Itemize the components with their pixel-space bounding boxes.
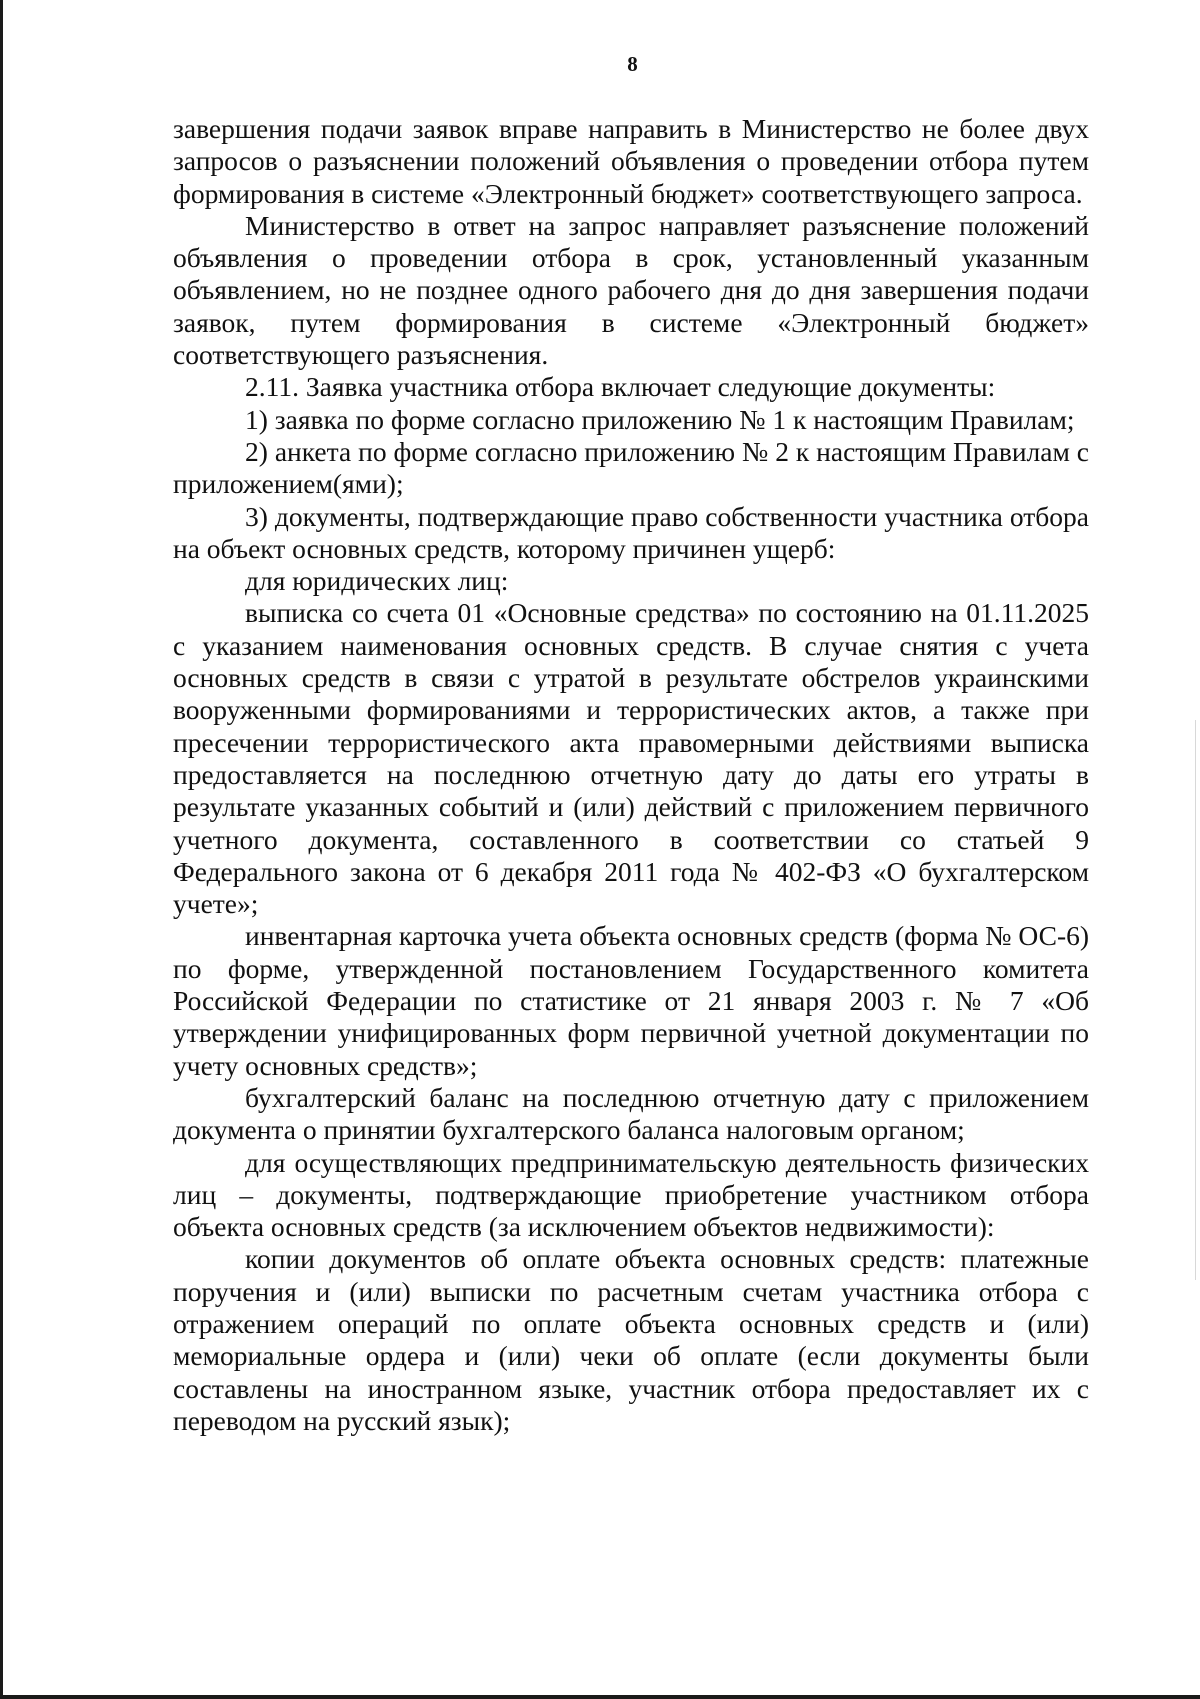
paragraph-account-statement: выписка со счета 01 «Основные средства» по состоянию на 01.11.2025 с указанием наименования основных средств. В случае снятия с учета основных средств в связи с утратой в результате обстрелов украинскими вооруженными формированиями и террористических актов, а также при пресечении террористического акта правомерными действиями выписка предоставляется на последнюю отчетную дату до даты его утраты в результате указанных событий и (или) действий с приложением первичного учетного документа, составленного в соответствии со статьей 9 Федерального закона от 6 декабря 2011 года № 402-ФЗ «О бухгалтерском учете»; [173, 597, 1089, 920]
list-item-1: 1) заявка по форме согласно приложению № 1 к настоящим Правилам; [245, 403, 1075, 435]
scan-left-edge [0, 0, 3, 1699]
paragraph-continuation: завершения подачи заявок вправе направить в Министерство не более двух запросов о разъяснении положений объявления о проведении отбора путем формирования в системе «Электронный бюджет» соответствующего запроса. [173, 113, 1089, 209]
paragraph-legal-entities: для юридических лиц: [245, 565, 509, 597]
page-number: 8 [627, 52, 638, 76]
paragraph-2-11: 2.11. Заявка участника отбора включает следующие документы: [245, 371, 996, 403]
scan-bottom-edge [0, 1695, 1200, 1699]
paragraph-inventory-card: инвентарная карточка учета объекта основных средств (форма № ОС-6) по форме, утвержденной постановлением Государственного комитета Российской Федерации по статистике от 21 января 2003 г. № 7 «Об утверждении унифицированных форм первичной учетной документации по учету основных средств»; [173, 920, 1090, 1081]
paragraph-balance-sheet: бухгалтерский баланс на последнюю отчетную дату с приложением документа о принятии бухгалтерского баланса налоговым органом; [173, 1081, 1089, 1146]
list-item-2: 2) анкета по форме согласно приложению № 2 к настоящим Правилам с приложением(ями); [173, 435, 1089, 500]
scan-right-artifact [1195, 720, 1196, 1280]
paragraph-payment-documents: копии документов об оплате объекта основных средств: платежные поручения и (или) выписки по расчетным счетам участника отбора с отражением операций по оплате объекта основных средств и (или) мемориальные ордера и (или) чеки об оплате (если документы были составлены на иностранном языке, участник отбора предоставляет их с переводом на русский язык); [173, 1243, 1089, 1436]
paragraph-ministry-response: Министерство в ответ на запрос направляет разъяснение положений объявления о проведении отбора в срок, установленный указанным объявлением, но не позднее одного рабочего дня до дня завершения подачи заявок, путем формирования в системе «Электронный бюджет» соответствующего разъяснения. [173, 209, 1089, 371]
document-body [173, 113, 1089, 1437]
paragraph-individuals: для осуществляющих предпринимательскую деятельность физических лиц – документы, подтверждающие приобретение участником отбора объекта основных средств (за исключением объектов недвижимости): [173, 1146, 1089, 1243]
list-item-3: 3) документы, подтверждающие право собственности участника отбора на объект основных средств, которому причинен ущерб: [173, 500, 1089, 564]
